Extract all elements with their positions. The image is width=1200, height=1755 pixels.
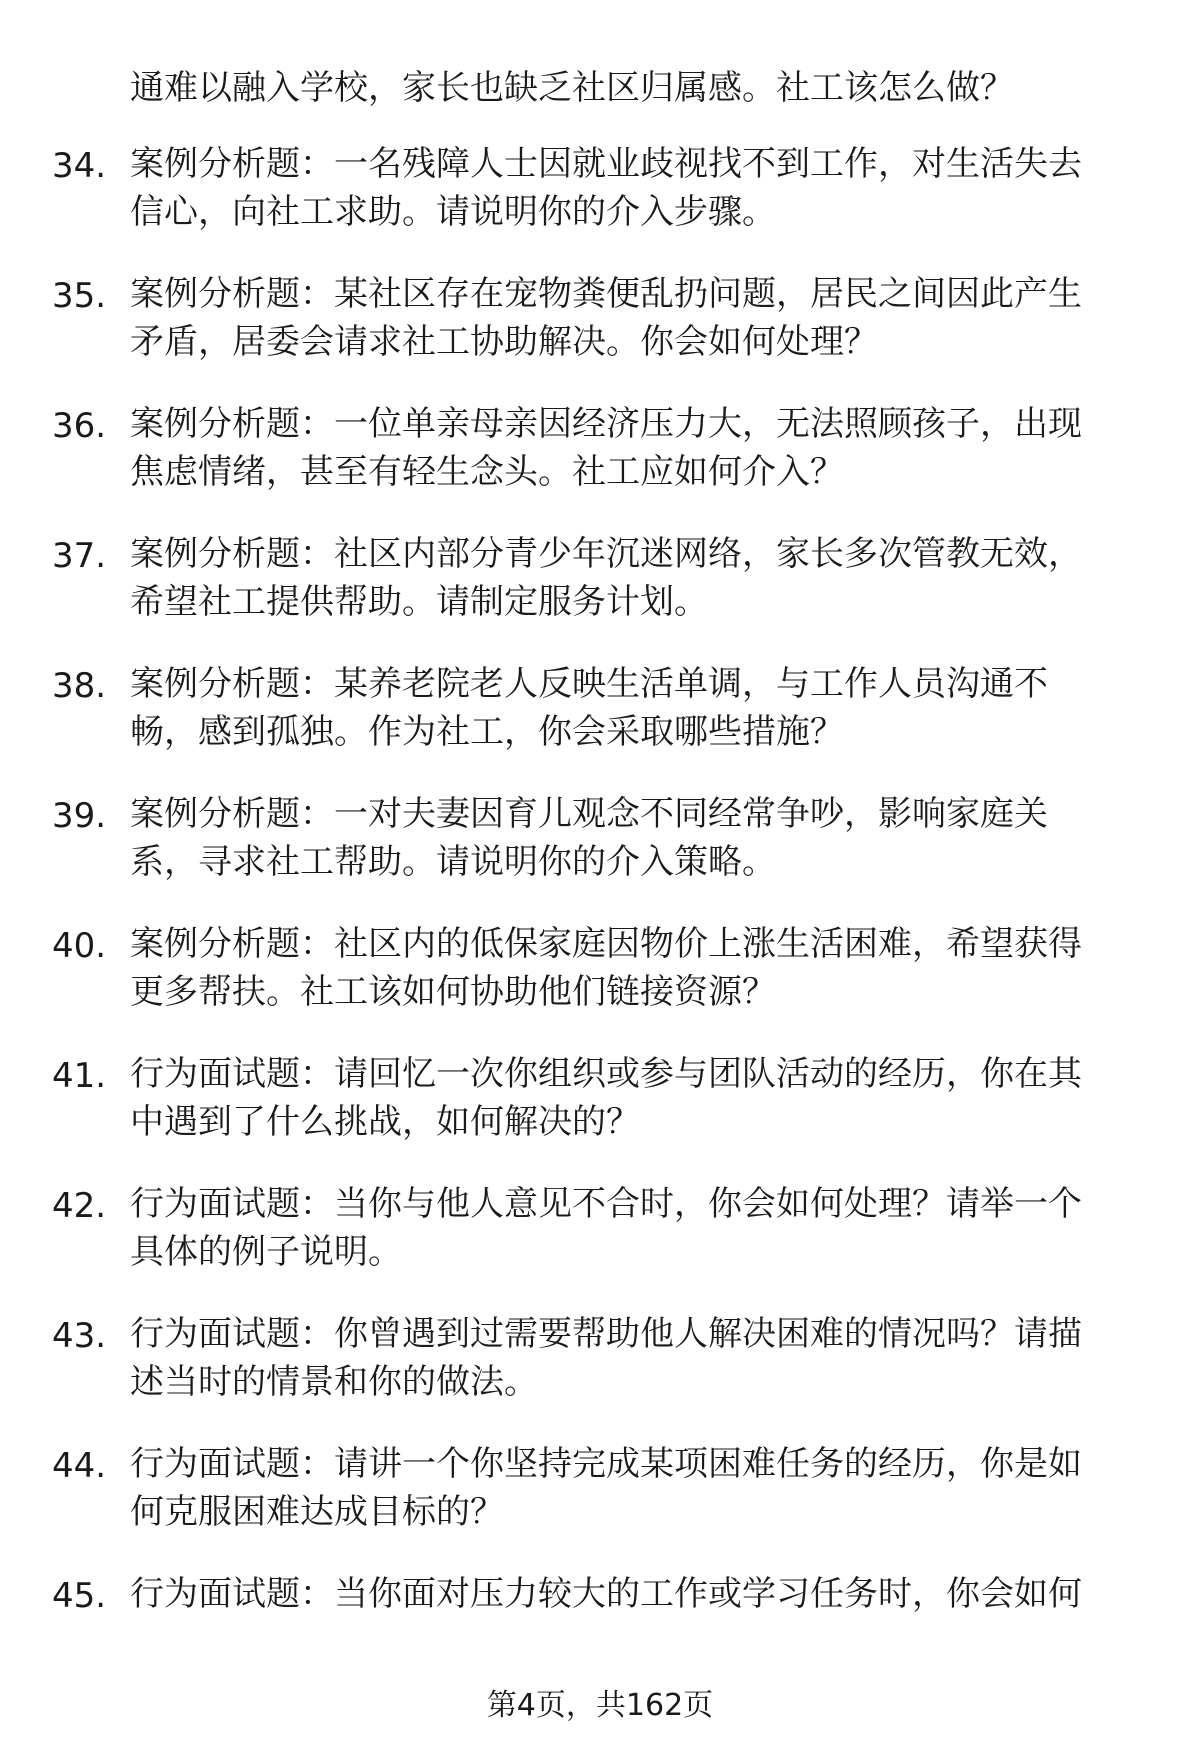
question-line: 系，寻求社工帮助。请说明你的介入策略。	[130, 842, 776, 882]
question-line: 述当时的情景和你的做法。	[130, 1362, 538, 1402]
question-text	[130, 1570, 1150, 1618]
question-number: 36.	[52, 406, 107, 446]
question-line: 畅，感到孤独。作为社工，你会采取哪些措施？	[130, 712, 844, 752]
question-line: 案例分析题：某养老院老人反映生活单调，与工作人员沟通不	[130, 664, 1048, 704]
continuation-text: 通难以融入学校，家长也缺乏社区归属感。社工该怎么做？	[130, 68, 1014, 108]
question-line: 行为面试题：请讲一个你坚持完成某项困难任务的经历，你是如	[130, 1444, 1082, 1484]
question-text	[130, 1440, 1150, 1536]
question-item	[0, 400, 1200, 530]
question-number: 43.	[52, 1316, 107, 1356]
question-text	[130, 920, 1150, 1016]
question-line: 行为面试题：当你面对压力较大的工作或学习任务时，你会如何	[130, 1574, 1082, 1614]
question-line: 希望社工提供帮助。请制定服务计划。	[130, 582, 708, 622]
question-item	[0, 660, 1200, 790]
question-number: 40.	[52, 926, 107, 966]
question-number: 37.	[52, 536, 107, 576]
question-text	[130, 660, 1150, 756]
question-line: 焦虑情绪，甚至有轻生念头。社工应如何介入？	[130, 452, 844, 492]
question-line: 具体的例子说明。	[130, 1232, 402, 1272]
question-line: 何克服困难达成目标的？	[130, 1492, 504, 1532]
question-list	[0, 140, 1200, 1700]
question-item	[0, 1440, 1200, 1570]
question-line: 中遇到了什么挑战，如何解决的？	[130, 1102, 640, 1142]
question-text	[130, 270, 1150, 366]
question-text	[130, 790, 1150, 886]
question-number: 35.	[52, 276, 107, 316]
question-number: 34.	[52, 146, 107, 186]
question-item	[0, 1180, 1200, 1310]
question-line: 信心，向社工求助。请说明你的介入步骤。	[130, 192, 776, 232]
question-item	[0, 1310, 1200, 1440]
question-line: 案例分析题：一名残障人士因就业歧视找不到工作，对生活失去	[130, 144, 1082, 184]
question-item	[0, 530, 1200, 660]
question-line: 案例分析题：社区内的低保家庭因物价上涨生活困难，希望获得	[130, 924, 1082, 964]
question-number: 42.	[52, 1186, 107, 1226]
question-item	[0, 790, 1200, 920]
question-text	[130, 400, 1150, 496]
question-line: 更多帮扶。社工该如何协助他们链接资源？	[130, 972, 776, 1012]
question-number: 39.	[52, 796, 107, 836]
question-text	[130, 1050, 1150, 1146]
question-number: 38.	[52, 666, 107, 706]
question-line: 矛盾，居委会请求社工协助解决。你会如何处理？	[130, 322, 878, 362]
page-footer: 第4页，共162页	[486, 1688, 714, 1723]
question-item	[0, 920, 1200, 1050]
question-item	[0, 140, 1200, 270]
question-line: 案例分析题：一对夫妻因育儿观念不同经常争吵，影响家庭关	[130, 794, 1048, 834]
question-number: 45.	[52, 1576, 107, 1616]
question-item	[0, 1570, 1200, 1700]
question-line: 案例分析题：一位单亲母亲因经济压力大，无法照顾孩子，出现	[130, 404, 1082, 444]
question-number: 44.	[52, 1446, 107, 1486]
question-line: 行为面试题：当你与他人意见不合时，你会如何处理？请举一个	[130, 1184, 1082, 1224]
question-line: 行为面试题：请回忆一次你组织或参与团队活动的经历，你在其	[130, 1054, 1082, 1094]
question-text	[130, 1310, 1150, 1406]
question-item	[0, 270, 1200, 400]
question-number: 41.	[52, 1056, 107, 1096]
question-item	[0, 1050, 1200, 1180]
question-line: 行为面试题：你曾遇到过需要帮助他人解决困难的情况吗？请描	[130, 1314, 1082, 1354]
question-line: 案例分析题：某社区存在宠物粪便乱扔问题，居民之间因此产生	[130, 274, 1082, 314]
question-line: 案例分析题：社区内部分青少年沉迷网络，家长多次管教无效，	[130, 534, 1082, 574]
question-text	[130, 1180, 1150, 1276]
question-text	[130, 530, 1150, 626]
question-text	[130, 140, 1150, 236]
